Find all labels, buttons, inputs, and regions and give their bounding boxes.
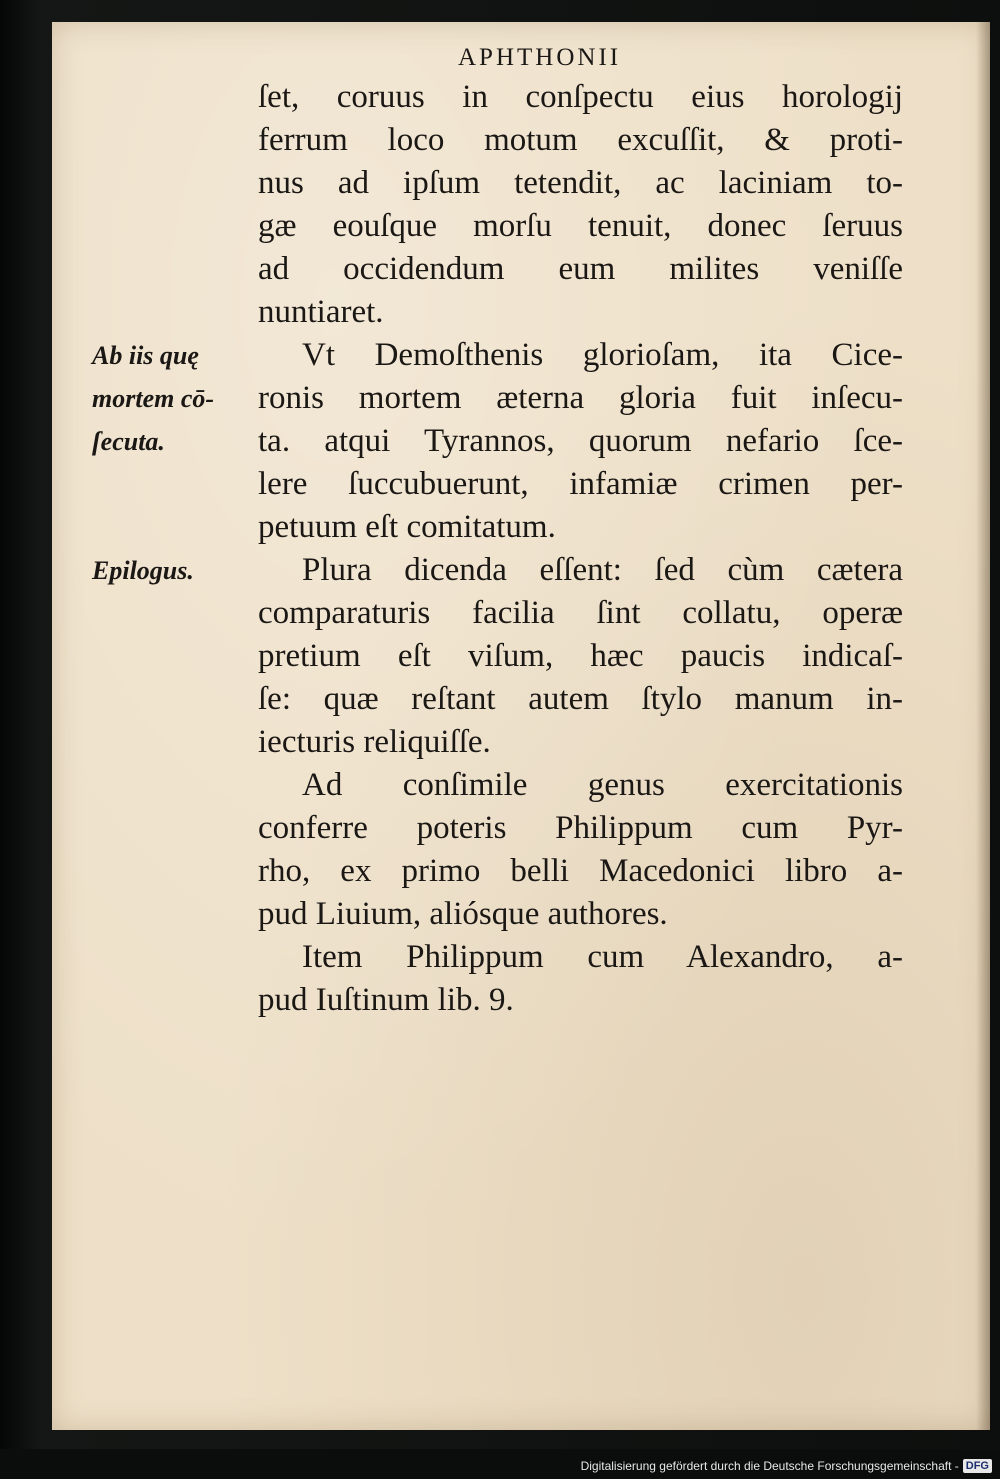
text-line: Item Philippum cum Alexandro, a-	[302, 939, 903, 975]
text-line: pud Liuium, aliósque authores.	[258, 896, 668, 932]
text-line: ſet, coruus in conſpectu eius horologij	[258, 79, 903, 115]
text-line: gæ eouſque morſu tenuit, donec ſeruus	[258, 208, 903, 244]
text-line: iecturis reliquiſſe.	[258, 724, 491, 760]
margin-notes	[92, 334, 262, 592]
text-line: ta. atqui Tyrannos, quorum nefario ſce-	[258, 423, 903, 459]
text-line: pretium eſt viſum, hæc paucis indicaſ-	[258, 638, 903, 674]
text-line: conferre poteris Philippum cum Pyr-	[258, 810, 903, 846]
text-line: ronis mortem æterna gloria fuit inſecu-	[258, 380, 903, 416]
text-line: pud Iuſtinum lib. 9.	[258, 982, 514, 1018]
text-line: ſe: quæ reſtant autem ſtylo manum in-	[258, 681, 903, 717]
text-line: rho, ex primo belli Macedonici libro a-	[258, 853, 903, 889]
text-line: nuntiaret.	[258, 294, 384, 330]
text-line: Vt Demoſthenis glorioſam, ita Cice-	[302, 337, 903, 373]
page-edge-shadow	[976, 22, 990, 1430]
footer-text: Digitalisierung gefördert durch die Deutsche Forschungsgemeinschaft -	[580, 1459, 959, 1473]
text-line: ferrum loco motum excuſſit, & proti-	[258, 122, 903, 158]
text-line: petuum eſt comitatum.	[258, 509, 556, 545]
margin-note-line: ſecuta.	[92, 427, 165, 456]
running-head: APHTHONII	[458, 44, 622, 71]
margin-note-line: mortem cō-	[92, 384, 215, 413]
text-line: Ad conſimile genus exercitationis	[302, 767, 903, 803]
text-line: ad occidendum eum milites veniſſe	[258, 251, 903, 287]
margin-note-epilogus: Epilogus.	[92, 556, 194, 585]
body-text	[258, 76, 903, 1022]
text-line: nus ad ipſum tetendit, ac laciniam to-	[258, 165, 903, 201]
dfg-logo-icon: DFG	[963, 1459, 992, 1473]
digitization-credit	[581, 1459, 992, 1473]
text-line: lere ſuccubuerunt, infamiæ crimen per-	[258, 466, 903, 502]
text-line: comparaturis facilia ſint collatu, operæ	[258, 595, 903, 631]
text-line: Plura dicenda eſſent: ſed cùm cætera	[302, 552, 903, 588]
margin-note-spacer	[92, 463, 262, 549]
margin-note-line: Ab iis quę	[92, 341, 199, 370]
